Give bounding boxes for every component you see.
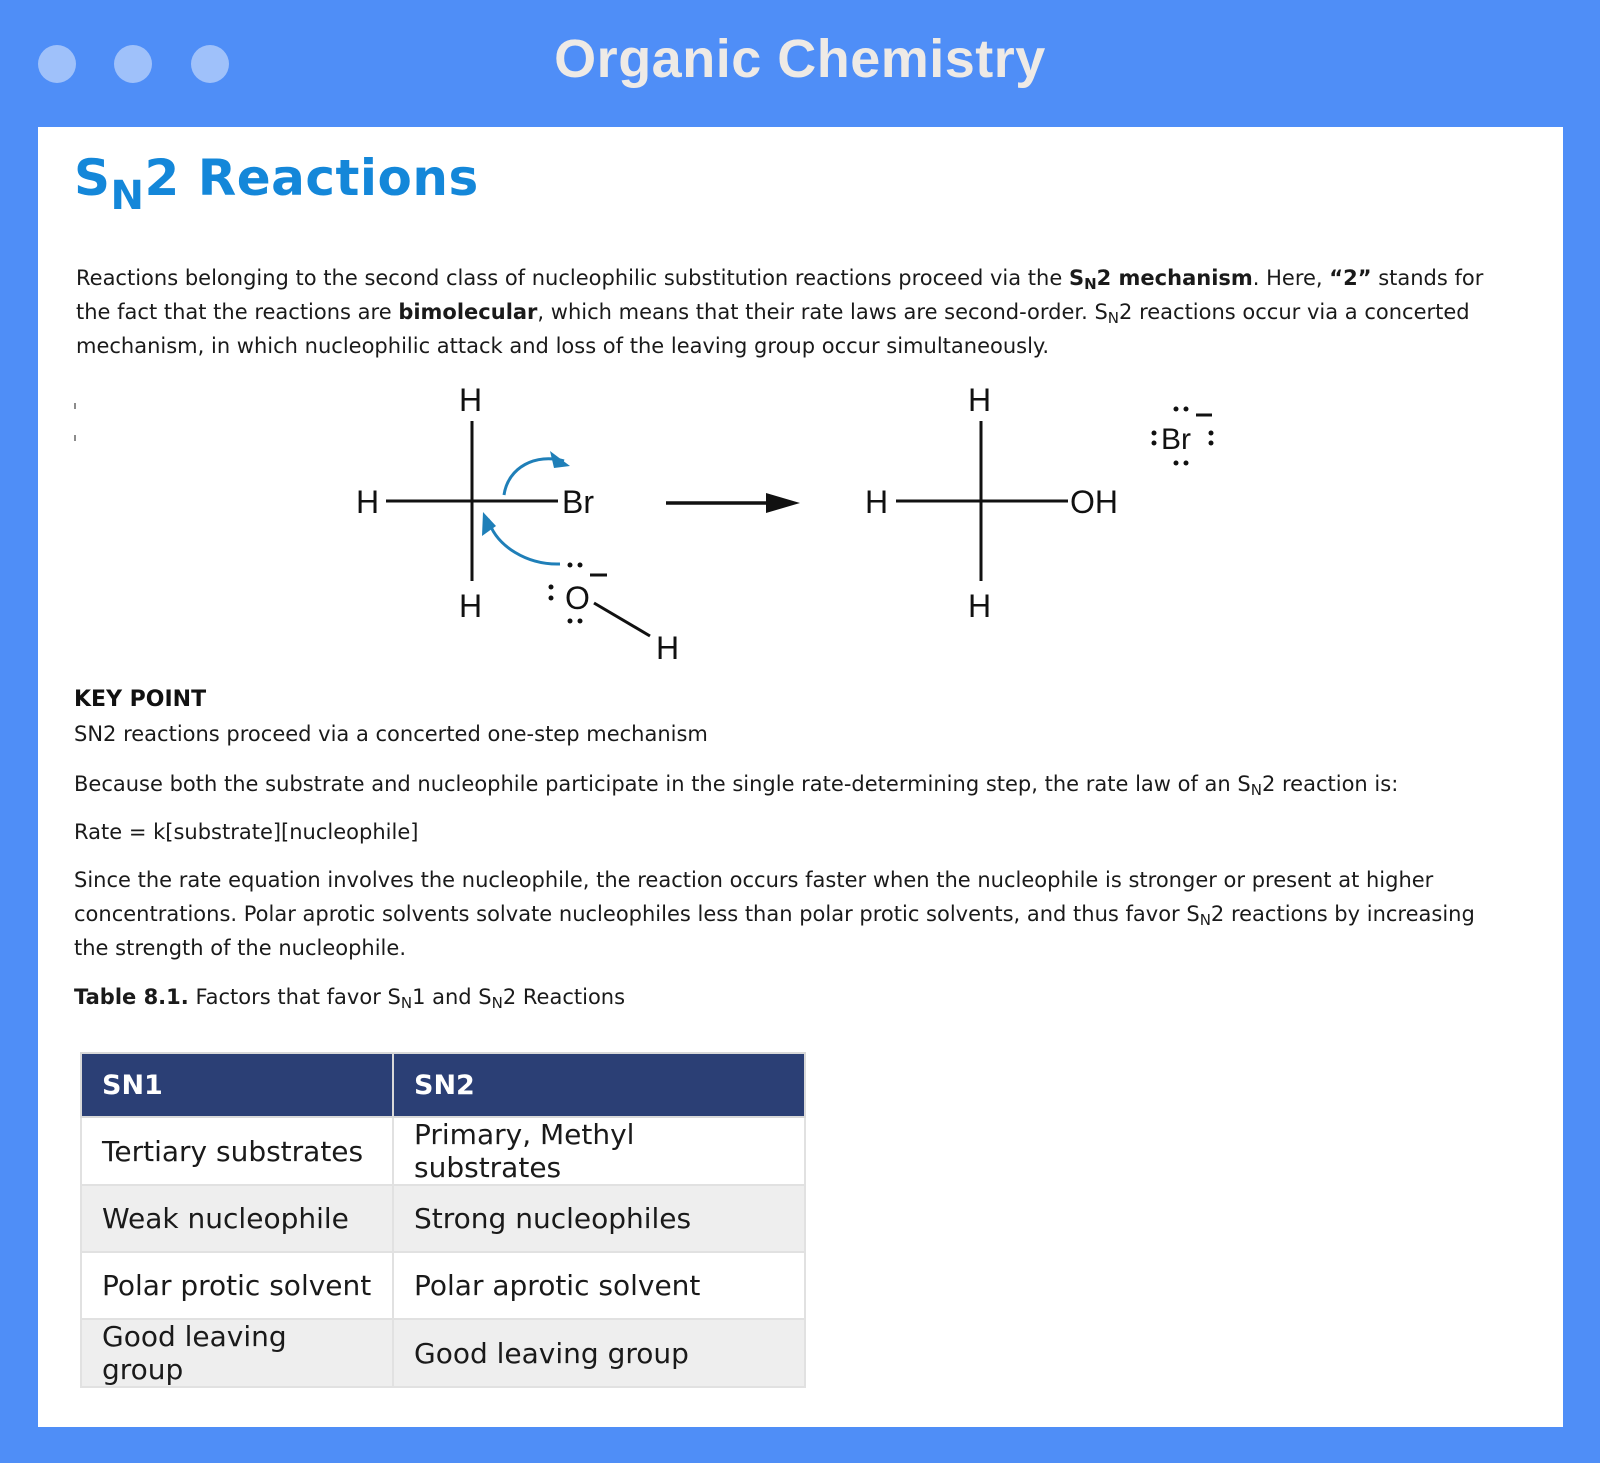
table-cell: Polar aprotic solvent bbox=[393, 1252, 805, 1319]
factors-table bbox=[80, 1052, 806, 1388]
window-title: Organic Chemistry bbox=[554, 29, 1046, 89]
table-row bbox=[81, 1319, 805, 1387]
lone-pair-dot bbox=[1174, 407, 1179, 412]
o-h-bond bbox=[594, 603, 650, 636]
nucleophile-o: O bbox=[565, 580, 590, 616]
rate-law: Rate = k[substrate][nucleophile] bbox=[74, 820, 419, 844]
lone-pair-dot bbox=[1184, 461, 1189, 466]
table-header-sn1: SN1 bbox=[81, 1053, 393, 1117]
lone-pair-dot bbox=[549, 585, 554, 590]
right-left-h: H bbox=[865, 484, 889, 520]
lone-pair-dot bbox=[1152, 431, 1157, 436]
since-paragraph: Since the rate equation involves the nucleophile, the reaction occurs faster when the nucleophile is stronger or present at higher concentrations. Polar aprotic solvents solvate nucleophiles less than polar protic solvents, and thus favor $S_N2$ reactions by increasing the strength of the nucleophile. bbox=[74, 868, 1475, 960]
window-bottom-border bbox=[0, 1427, 1600, 1463]
content-page bbox=[38, 127, 1563, 1427]
table-caption: Table 8.1. Factors that favor $S_N1$ and $S_N2$ Reactions bbox=[74, 985, 626, 1012]
arrow-attack bbox=[488, 519, 560, 564]
left-bottom-h: H bbox=[459, 588, 483, 624]
table-header-sn2: SN2 bbox=[393, 1053, 805, 1117]
lone-pair-dot bbox=[1152, 441, 1157, 446]
table-cell: Polar protic solvent bbox=[81, 1252, 393, 1319]
bromide-ion: Br bbox=[1161, 423, 1191, 456]
lone-pair-dot bbox=[578, 619, 583, 624]
table-cell: Good leaving group bbox=[81, 1319, 393, 1387]
lone-pair-dot bbox=[1184, 407, 1189, 412]
page-title: $S_N2$ Reactions bbox=[74, 149, 479, 219]
right-oh: OH bbox=[1070, 484, 1118, 520]
table-cell: Strong nucleophiles bbox=[393, 1185, 805, 1252]
table-row bbox=[81, 1117, 805, 1185]
nucleophile-h: H bbox=[656, 630, 680, 666]
lone-pair-dot bbox=[1174, 461, 1179, 466]
lone-pair-dot bbox=[568, 619, 573, 624]
window-titlebar bbox=[0, 0, 1600, 127]
right-bottom-h: H bbox=[968, 588, 992, 624]
because-paragraph: Because both the substrate and nucleophile participate in the single rate-determining step, the rate law of an $S_N2$ reaction is: bbox=[74, 772, 1399, 799]
lone-pair-dot bbox=[549, 596, 554, 601]
table-row bbox=[81, 1252, 805, 1319]
left-top-h: H bbox=[459, 382, 483, 418]
lone-pair-dot bbox=[568, 563, 573, 568]
lone-pair-dot bbox=[1209, 441, 1214, 446]
right-top-h: H bbox=[968, 382, 992, 418]
table-header-row bbox=[81, 1053, 805, 1117]
left-br: Br bbox=[562, 484, 594, 520]
left-left-h: H bbox=[356, 484, 380, 520]
arrowhead-bond-break bbox=[550, 451, 570, 468]
reaction-arrowhead bbox=[766, 493, 800, 513]
lone-pair-dot bbox=[578, 563, 583, 568]
table-cell: Primary, Methyl substrates bbox=[393, 1117, 805, 1185]
key-point-text: SN2 reactions proceed via a concerted one-step mechanism bbox=[74, 722, 708, 746]
intro-paragraph: Reactions belonging to the second class of nucleophilic substitution reactions proceed via the $S_N2$ mechanism. Here, “2” stands for the fact that the reactions are bimolecular, which means that their rate laws are second-order. $S_N2$ reactions occur via a concerted mechanism, in which nucleophilic attack and loss of the leaving group occur simultaneously. bbox=[76, 266, 1484, 358]
table-row bbox=[81, 1185, 805, 1252]
lone-pair-dot bbox=[1209, 431, 1214, 436]
table-cell: Tertiary substrates bbox=[81, 1117, 393, 1185]
table-cell: Weak nucleophile bbox=[81, 1185, 393, 1252]
table-cell: Good leaving group bbox=[393, 1319, 805, 1387]
key-point-title: KEY POINT bbox=[74, 687, 207, 712]
